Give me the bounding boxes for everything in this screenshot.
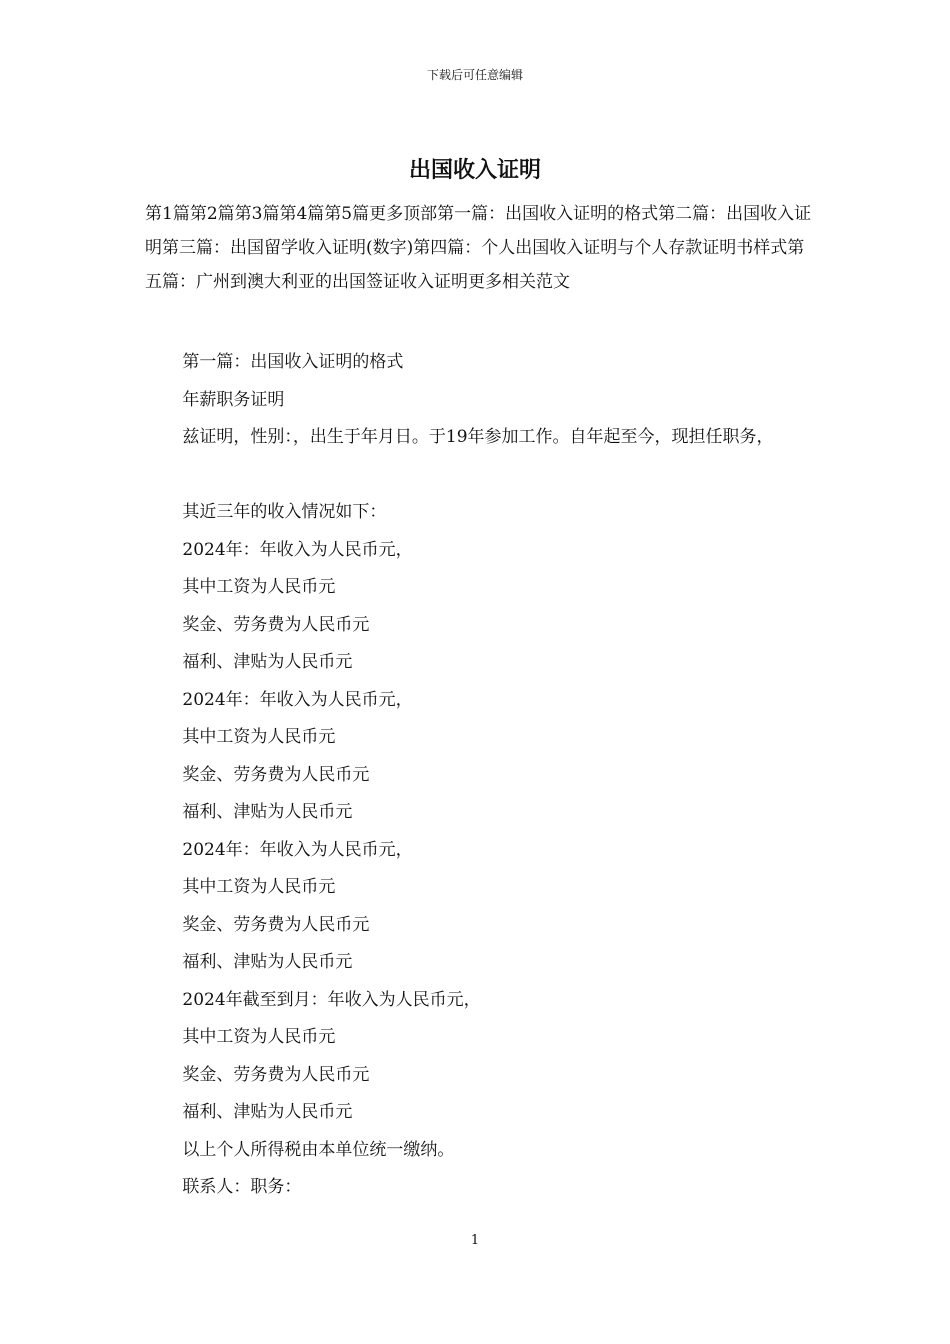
body-line: 其中工资为人民币元 [182,1027,336,1047]
body-line: 2024年：年收入为人民币元， [182,689,413,710]
page-header-note: 下载后可任意编辑 [426,68,523,82]
body-line: 福利、津贴为人民币元 [182,1102,353,1122]
body-line: 2024年：年收入为人民币元， [182,839,413,860]
body-line: 其近三年的收入情况如下： [182,502,387,522]
body-line: 奖金、劳务费为人民币元 [182,914,370,935]
document-title: 出国收入证明 [408,157,541,183]
body-line: 奖金、劳务费为人民币元 [182,614,370,635]
body-line: 2024年截至到月：年收入为人民币元， [182,989,481,1010]
body-line: 福利、津贴为人民币元 [182,802,353,822]
body-line: 福利、津贴为人民币元 [182,652,353,672]
body-line: 其中工资为人民币元 [182,577,336,597]
body-line: 联系人：职务： [182,1177,302,1197]
body-line: 其中工资为人民币元 [182,727,336,747]
body-line: 福利、津贴为人民币元 [182,952,353,972]
body-line: 以上个人所得税由本单位统一缴纳。 [182,1139,455,1160]
body-line: 2024年：年收入为人民币元， [182,539,413,560]
body-line: 奖金、劳务费为人民币元 [182,764,370,785]
body-line: 兹证明，性别：，出生于年月日。于19年参加工作。自年起至今，现担任职务， [182,427,774,447]
intro-paragraph: 第1篇第2篇第3篇第4篇第5篇更多顶部第一篇：出国收入证明的格式第二篇：出国收入证明第三篇：出国留学收入证明(数字)第四篇：个人出国收入证明与个人存款证明书样式第五篇：广州到澳大利亚的出国签证收入证明更多相关范文 [145,204,812,292]
body-line: 第一篇：出国收入证明的格式 [182,352,404,372]
body-line: 其中工资为人民币元 [182,877,336,897]
body-line: 年薪职务证明 [182,389,285,410]
body-line: 奖金、劳务费为人民币元 [182,1064,370,1085]
page-number: 1 [470,1233,480,1248]
document-body [145,345,813,1208]
